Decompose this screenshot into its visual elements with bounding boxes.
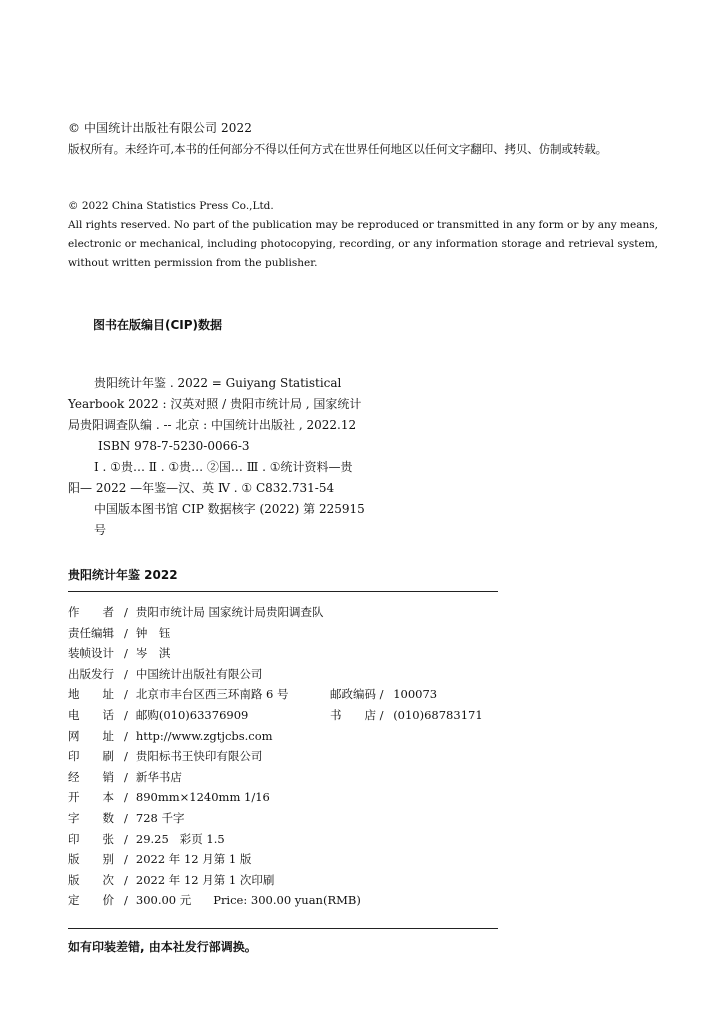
pub-row-sheets: [68, 829, 498, 850]
cip-line: Ⅰ . ①贵… Ⅱ . ①贵… ②国… Ⅲ . ①统计资料—贵: [94, 460, 353, 474]
pub-label: 定 价: [68, 893, 114, 908]
pub-sep: /: [124, 831, 128, 846]
pub-value: 29.25 彩页 1.5: [135, 831, 225, 846]
pub-row-distributor: [68, 767, 498, 788]
pub-label: 电 话: [68, 707, 114, 722]
pub-row-design: [68, 643, 498, 664]
footer-note: 如有印装差错, 由本社发行部调换。: [68, 940, 257, 954]
copyright-en-body: All rights reserved. No part of the publication may be reproduced or transmitted in any form or by any means, electronic or mechanical, including photocopying, recording, or any information storage and retrieval system, without written permission from the publisher.: [68, 219, 658, 269]
cip-heading: 图书在版编目(CIP)数据: [93, 318, 223, 332]
pub-value: 钟 钰: [135, 625, 171, 640]
publication-info: [68, 602, 498, 911]
pub-row-publisher: [68, 664, 498, 685]
pub-sep: /: [124, 872, 128, 887]
pub-value: 890mm×1240mm 1/16: [135, 790, 270, 805]
pub-value: 2022 年 12 月第 1 版: [135, 852, 252, 867]
pub-sep: /: [124, 687, 128, 702]
pub-sep: /: [124, 707, 128, 722]
cip-line: Yearbook 2022 : 汉英对照 / 贵阳市统计局 , 国家统计: [68, 397, 362, 411]
pub-sep: /: [124, 728, 128, 743]
pub-value: 邮购(010)63376909: [135, 707, 249, 722]
pub-row-wordcount: [68, 808, 498, 829]
pub-sep: /: [124, 893, 128, 908]
pub-sep: /: [124, 749, 128, 764]
copyright-en: [68, 197, 658, 273]
pub-row-author: [68, 602, 498, 623]
divider-top: [68, 591, 498, 592]
cip-data: [68, 373, 368, 541]
pub-value2: (010)68783171: [393, 707, 483, 722]
copyright-cn-line1: © 中国统计出版社有限公司 2022: [68, 121, 252, 135]
pub-label: 地 址: [68, 687, 114, 702]
pub-row-printing: [68, 870, 498, 891]
pub-bookstore: [330, 705, 483, 726]
pub-sep: /: [124, 810, 128, 825]
pub-label: 印 张: [68, 831, 114, 846]
copyright-cn-line2: 版权所有。未经许可,本书的任何部分不得以任何方式在世界任何地区以任何文字翻印、拷贝、仿制或转载。: [68, 142, 607, 156]
pub-postcode: [330, 684, 437, 705]
pub-value2: 100073: [393, 687, 438, 702]
pub-sep: /: [124, 852, 128, 867]
pub-row-edition: [68, 849, 498, 870]
pub-label: 版 别: [68, 852, 114, 867]
pub-row-editor: [68, 623, 498, 644]
pub-label: 开 本: [68, 790, 114, 805]
pub-row-address: [68, 684, 498, 705]
pub-label: 印 刷: [68, 749, 114, 764]
copyright-en-line1: © 2022 China Statistics Press Co.,Ltd.: [68, 200, 274, 212]
pub-value: 新华书店: [135, 769, 182, 784]
pub-row-price: [68, 890, 498, 911]
pub-label: 出版发行: [68, 666, 114, 681]
pub-label: 网 址: [68, 728, 114, 743]
pub-label: 字 数: [68, 810, 114, 825]
pub-label: 版 次: [68, 872, 114, 887]
pub-row-phone: [68, 705, 498, 726]
pub-sep: /: [124, 666, 128, 681]
pub-value: 岑 淇: [135, 646, 171, 661]
pub-label: 经 销: [68, 769, 114, 784]
cip-line: ISBN 978-7-5230-0066-3: [98, 439, 250, 453]
pub-value: 北京市丰台区西三环南路 6 号: [135, 687, 289, 702]
pub-sep: /: [124, 625, 128, 640]
pub-value-website[interactable]: http://www.zgtjcbs.com: [135, 728, 273, 743]
book-title: 贵阳统计年鉴 2022: [68, 568, 178, 582]
pub-value: 728 千字: [135, 810, 185, 825]
pub-row-website: [68, 726, 498, 747]
pub-sep: /: [124, 605, 128, 619]
pub-sep: /: [124, 646, 128, 661]
cip-line: 阳— 2022 —年鉴—汉、英 Ⅳ . ① C832.731-54: [68, 481, 335, 495]
pub-label: 装帧设计: [68, 646, 114, 661]
pub-label2: 邮政编码 /: [330, 687, 384, 702]
pub-row-printer: [68, 746, 498, 767]
cip-line: 贵阳统计年鉴 . 2022 = Guiyang Statistical: [94, 376, 342, 390]
pub-value: 贵阳市统计局 国家统计局贵阳调查队: [135, 605, 324, 619]
pub-label: 作 者: [68, 605, 114, 619]
cip-line: 中国版本图书馆 CIP 数据核字 (2022) 第 225915 号: [94, 502, 365, 537]
pub-value: 中国统计出版社有限公司: [135, 666, 263, 681]
pub-sep: /: [124, 769, 128, 784]
pub-label: 责任编辑: [68, 625, 114, 640]
pub-label2: 书 店 /: [330, 707, 384, 722]
pub-value: 300.00 元 Price: 300.00 yuan(RMB): [135, 893, 361, 908]
pub-row-format: [68, 787, 498, 808]
pub-value: 贵阳标书王快印有限公司: [135, 749, 263, 764]
pub-value: 2022 年 12 月第 1 次印刷: [135, 872, 275, 887]
copyright-cn: [68, 118, 658, 160]
cip-line: 局贵阳调查队编 . -- 北京 : 中国统计出版社 , 2022.12: [68, 418, 357, 432]
pub-sep: /: [124, 790, 128, 805]
divider-bottom: [68, 928, 498, 929]
